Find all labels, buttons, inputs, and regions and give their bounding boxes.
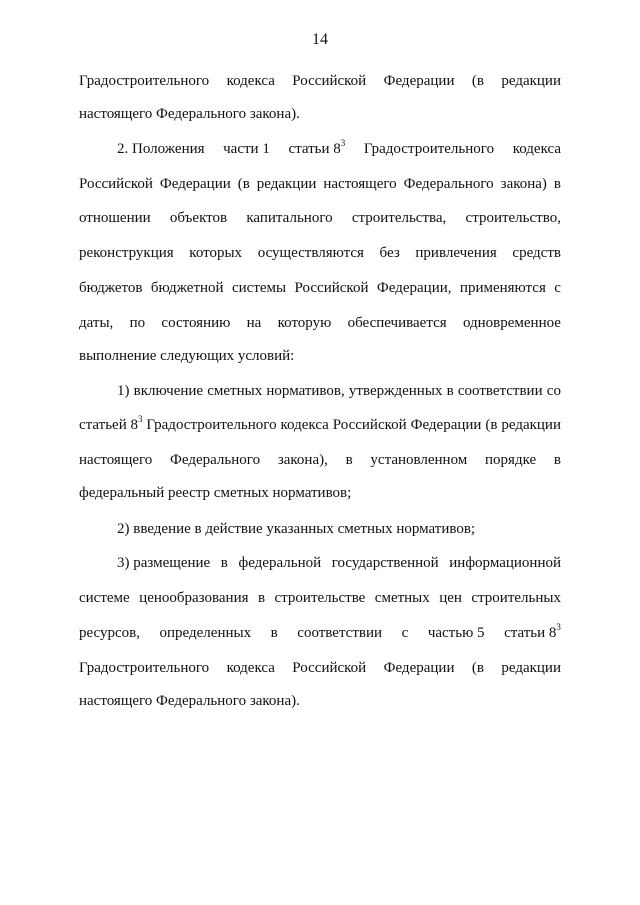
word: Российской — [332, 417, 407, 433]
word: которую — [277, 315, 332, 331]
text-line-9: выполнение следующих условий: — [79, 348, 295, 364]
word: настоящего — [79, 452, 153, 468]
word: Федерации — [410, 417, 482, 433]
word: с — [554, 280, 561, 296]
word: в — [345, 452, 353, 468]
word: нормативов, — [266, 383, 345, 399]
word: отношении — [79, 210, 151, 226]
word: цен — [439, 590, 462, 606]
word: редакции — [501, 417, 561, 433]
word: Федерации — [159, 176, 231, 192]
word: с — [401, 625, 409, 641]
word: в — [553, 176, 561, 192]
word: по — [129, 315, 146, 331]
word: реконструкция — [79, 245, 174, 261]
word: средств — [512, 245, 561, 261]
text-line-19: настоящего Федерального закона). — [79, 693, 300, 709]
word: Градостроительного — [146, 417, 277, 433]
word: Федерального — [170, 452, 261, 468]
text-line-2: настоящего Федерального закона). — [79, 106, 300, 122]
text-line-3 — [117, 139, 561, 159]
word: статьи 8 — [288, 141, 341, 157]
text-line-4 — [79, 174, 561, 194]
word: на — [246, 315, 262, 331]
word: Градостроительного — [79, 660, 210, 676]
word: 1) — [117, 383, 130, 399]
word: (в — [237, 176, 250, 192]
word: сметных — [374, 590, 430, 606]
word: Градостроительного — [79, 73, 210, 89]
word: (в — [471, 73, 484, 89]
word: применяются — [459, 280, 546, 296]
word: кодекса — [280, 417, 329, 433]
word: состоянию — [161, 315, 231, 331]
word: соответствии — [457, 383, 543, 399]
word: статьи 8 — [504, 625, 557, 641]
word: строительство, — [465, 210, 561, 226]
word: Федерации, — [376, 280, 452, 296]
word: информационной — [449, 555, 561, 571]
word: системы — [231, 280, 287, 296]
word: Федерации — [383, 660, 455, 676]
text-line-12 — [79, 450, 561, 470]
word: в — [270, 625, 278, 641]
text-line-17 — [79, 623, 561, 643]
word: (в — [471, 660, 484, 676]
word: Федерации — [383, 73, 455, 89]
word: со — [546, 383, 561, 399]
word: Федерального — [403, 176, 494, 192]
word: бюджетной — [150, 280, 224, 296]
word: Российской — [292, 73, 367, 89]
word: частью 5 — [427, 625, 485, 641]
word: в — [257, 590, 266, 606]
word: 3) размещение — [117, 555, 211, 571]
word: редакции — [501, 660, 561, 676]
text-line-7 — [79, 278, 561, 298]
word: строительных — [471, 590, 561, 606]
superscript: 3 — [138, 414, 143, 424]
word: федеральной — [238, 555, 322, 571]
text-line-11 — [79, 415, 561, 435]
word: привлечения — [415, 245, 497, 261]
word: закона), — [277, 452, 328, 468]
word: одновременное — [462, 315, 561, 331]
word: без — [379, 245, 400, 261]
word: ресурсов, — [79, 625, 140, 641]
word: в — [553, 452, 561, 468]
word: (в — [485, 417, 498, 433]
word: Градостроительного — [363, 141, 495, 157]
word: объектов — [169, 210, 228, 226]
text-line-13: федеральный реестр сметных нормативов; — [79, 485, 352, 501]
word: кодекса — [226, 73, 275, 89]
word: утвержденных — [348, 383, 443, 399]
word: осуществляются — [257, 245, 364, 261]
word: Российской — [79, 176, 153, 192]
word: даты, — [79, 315, 114, 331]
text-line-16 — [79, 588, 561, 608]
superscript: 3 — [556, 622, 561, 632]
word: государственной — [331, 555, 439, 571]
word: редакции — [501, 73, 561, 89]
text-line-5 — [79, 208, 561, 228]
text-line-8 — [79, 313, 561, 333]
text-line-14: 2) введение в действие указанных сметных нормативов; — [117, 521, 476, 537]
text-line-10 — [117, 381, 561, 401]
word: редакции — [256, 176, 317, 192]
word: бюджетов — [79, 280, 143, 296]
word: Российской — [294, 280, 369, 296]
word: 2. Положения — [117, 141, 205, 157]
page-number: 14 — [312, 31, 328, 48]
word: соответствии — [297, 625, 383, 641]
text-line-18 — [79, 658, 561, 678]
word: включение — [133, 383, 204, 399]
word: капитального — [246, 210, 333, 226]
word: закона) — [500, 176, 547, 192]
word: Российской — [292, 660, 367, 676]
text-line-15 — [117, 553, 561, 573]
word: настоящего — [323, 176, 397, 192]
word: строительства, — [351, 210, 447, 226]
word: строительстве — [274, 590, 366, 606]
word: сметных — [207, 383, 263, 399]
word: определенных — [159, 625, 252, 641]
word: порядке — [485, 452, 537, 468]
word: установленном — [370, 452, 468, 468]
word: кодекса — [226, 660, 275, 676]
text-line-6 — [79, 243, 561, 263]
word: в — [220, 555, 228, 571]
word: в — [446, 383, 454, 399]
word-with-superscript — [79, 415, 143, 435]
word: системе — [79, 590, 130, 606]
word: ценообразования — [139, 590, 249, 606]
word: которых — [189, 245, 243, 261]
word: обеспечивается — [347, 315, 447, 331]
word: части 1 — [223, 141, 270, 157]
word-with-superscript — [504, 623, 561, 643]
text-line-1 — [79, 71, 561, 91]
word-with-superscript — [288, 139, 345, 159]
word: статьей 8 — [79, 417, 138, 433]
superscript: 3 — [340, 138, 346, 148]
word: кодекса — [512, 141, 561, 157]
